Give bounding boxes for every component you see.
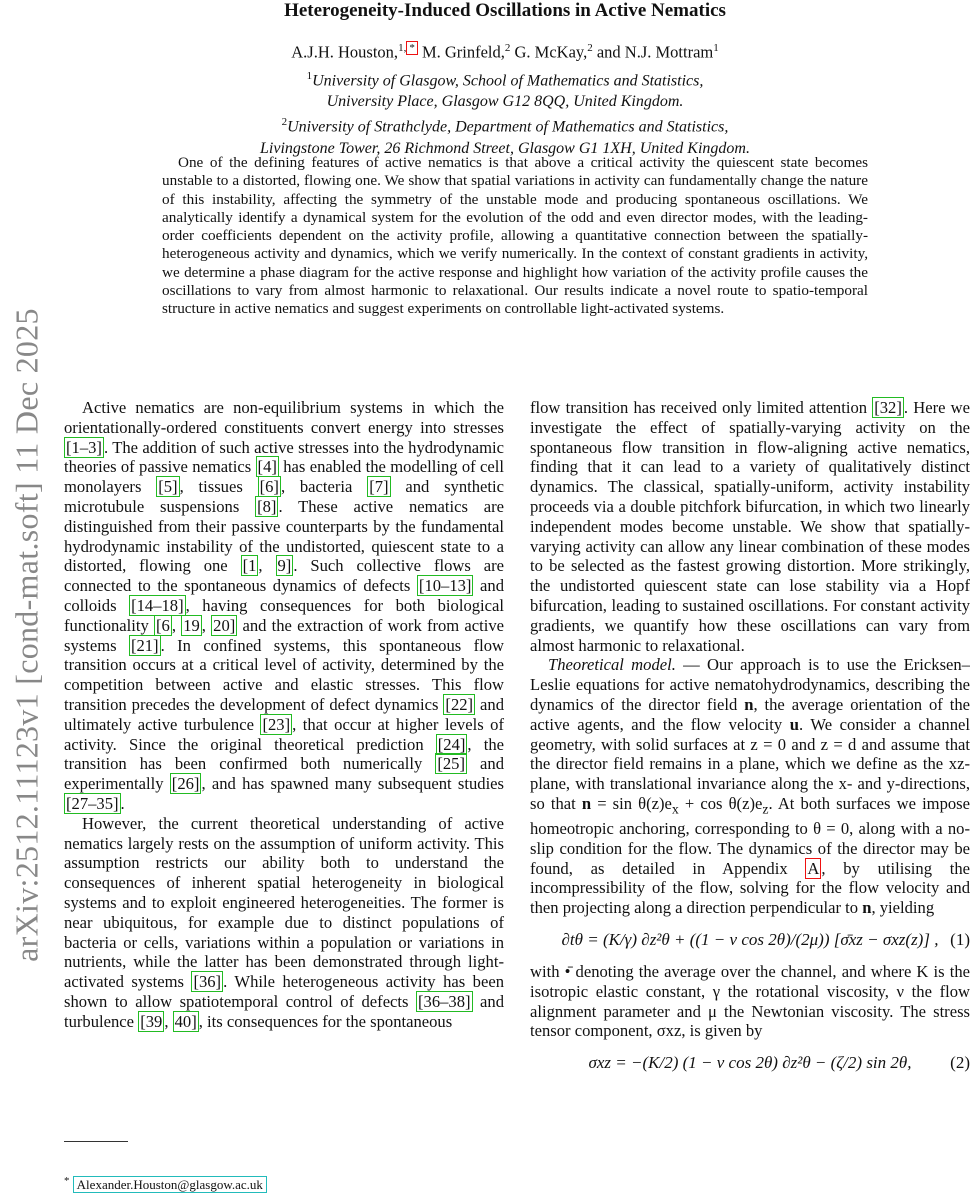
citation-link[interactable]: [7] bbox=[369, 477, 389, 497]
equation-1 bbox=[530, 918, 970, 962]
intro-paragraph-1: Active nematics are non-equilibrium systems in which the orientationally-ordered constituents convert energy into stresses [1–3] . The addition of such active stresses into the hydrodynamic theories of passive nematics [4] has enabled the modelling of cell monolayers [5] , tissues [6] , bacteria [7] and synthetic microtubule suspensions [8] . These active nematics are distinguished from their passive counterparts by the fundamental hydrodynamic instability of the undistorted, quiescent state to a distorted, flowing one [1 , 9] . Such collective flows are connected to the spontaneous dynamics of defects [10–13] and colloids [14–18] , having consequences for both biological functionality [6 , 19 , 20] and the extraction of work from active systems [21] . In confined systems, this spontaneous flow transition occurs at a critical level of activity, determined by the competition between active and elastic stresses. This flow transition precedes the development of defect dynamics [22] and ultimately active turbulence [23] , that occur at higher levels of activity. Since the original theoretical prediction [24] , the transition has been confirmed both numerically [25] and experimentally [26] , and has spawned many subsequent studies [27–35] . bbox=[64, 398, 505, 813]
citation-link[interactable]: [36–38] bbox=[418, 991, 471, 1011]
citation-link[interactable]: [6 bbox=[156, 615, 170, 635]
corresponding-author-link[interactable]: * bbox=[406, 41, 418, 55]
abstract: One of the defining features of active nematics is that above a critical activity the quiescent state becomes unstable to a distorted, flowing one. We show that spatial variations in activity can fundamentally change the nature of this instability, affecting the symmetry of the unstable mode and producing spontaneous oscillations. We analytically identify a dynamical system for the evolution of the odd and even director modes, with the leading-order coefficients dependent on the activity profile, allowing a quantitative connection between the spatially-heterogeneous activity and dynamics, which we verify numerically. In the context of constant gradients in activity, we determine a phase diagram for the active response and highlight how variation of the activity profile causes the oscillations to vary from almost harmonic to relaxational. Our results indicate a novel route to spatio-temporal structure in active nematics and suggest experiments on controllable light-activated systems. bbox=[162, 154, 868, 318]
affiliations bbox=[70, 66, 940, 159]
citation-link[interactable]: 20] bbox=[213, 615, 236, 635]
affil-1-line2: University Place, Glasgow G12 8QQ, United Kingdom. bbox=[326, 93, 684, 111]
citation-link[interactable]: [25] bbox=[437, 754, 465, 774]
citation-link[interactable]: [10–13] bbox=[418, 576, 472, 596]
citation-link[interactable]: [22] bbox=[445, 694, 474, 714]
author-grinfeld-affil: 2 bbox=[504, 42, 511, 54]
author-mckay: G. McKay, bbox=[514, 42, 588, 62]
section-lead: Theoretical model. bbox=[548, 655, 676, 675]
author-mottram: and N.J. Mottram bbox=[596, 42, 714, 62]
affil-2-line2: Livingstone Tower, 26 Richmond Street, Glasgow G1 1XH, United Kingdom. bbox=[260, 139, 750, 157]
equation-1-number: (1) bbox=[950, 930, 970, 950]
citation-link[interactable]: [39 bbox=[140, 1011, 163, 1031]
appendix-link[interactable]: A bbox=[807, 858, 820, 878]
citation-link[interactable]: [24] bbox=[437, 734, 466, 754]
citation-link[interactable]: [23] bbox=[262, 714, 291, 734]
author-list bbox=[70, 42, 940, 63]
citation-link[interactable]: [32] bbox=[874, 398, 902, 417]
email-link[interactable]: Alexander.Houston@glasgow.ac.uk bbox=[73, 1176, 267, 1193]
citation-link[interactable]: [1 bbox=[242, 556, 257, 576]
citation-link[interactable]: [26] bbox=[171, 774, 200, 794]
citation-link[interactable]: [36] bbox=[193, 972, 222, 992]
citation-link[interactable]: [6] bbox=[259, 477, 279, 497]
paper-title: Heterogeneity-Induced Oscillations in Active Nematics bbox=[284, 0, 726, 21]
equation-2-body: σxz = −(K/2) (1 − ν cos 2θ) ∂z²θ − (ζ/2) sin 2θ, bbox=[588, 1053, 912, 1073]
author-houston: A.J.H. Houston, bbox=[291, 42, 399, 62]
intro-paragraph-2: However, the current theoretical understanding of active nematics largely rests on the assumption of uniform activity. This assumption restricts our ability both to understand the consequences of inherent spatial heterogeneity in biological systems and to exploit engineered heterogeneities. The former is near ubiquitous, for example due to distinct populations of bacteria or cells, variations within a population or variations in nutrients, while the latter has been demonstrated through light-activated systems [36] . While heterogeneous activity has been shown to allow spatiotemporal control of defects [36–38] and turbulence [39 , 40] , its consequences for the spontaneous bbox=[64, 813, 505, 1031]
author-mckay-affil: 2 bbox=[587, 42, 593, 54]
footnote-rule bbox=[64, 1141, 128, 1142]
equation-2-number: (2) bbox=[950, 1053, 970, 1073]
author-grinfeld: M. Grinfeld, bbox=[421, 42, 505, 62]
affil-2-line1: University of Strathclyde, Department of Mathematics and Statistics, bbox=[287, 118, 729, 136]
citation-link[interactable]: [4] bbox=[257, 457, 277, 477]
citation-link[interactable]: [8] bbox=[257, 496, 277, 516]
author-mottram-affil: 1 bbox=[713, 42, 719, 54]
author-houston-affil: 1, bbox=[398, 42, 407, 54]
footnote-mark: * bbox=[64, 1175, 70, 1187]
equation-2 bbox=[530, 1041, 970, 1085]
arxiv-sidebar bbox=[2, 230, 52, 1040]
citation-link[interactable]: 40] bbox=[174, 1011, 197, 1031]
citation-link[interactable]: [14–18] bbox=[131, 595, 184, 615]
citation-link[interactable]: [1–3] bbox=[66, 437, 102, 457]
citation-link[interactable]: 19 bbox=[183, 615, 200, 635]
affil-2-number: 2 bbox=[281, 116, 288, 129]
left-column bbox=[64, 398, 504, 1032]
equation-1-body: ∂tθ = (K/γ) ∂z²θ + ((1 − ν cos 2θ)/(2μ)) [σ̄xz − σxz(z)] , bbox=[561, 930, 939, 950]
citation-link[interactable]: [27–35] bbox=[66, 793, 119, 813]
arxiv-identifier: arXiv:2512.11123v1 [cond-mat.soft] 11 Dec 2025 bbox=[8, 308, 45, 962]
intro-paragraph-3: flow transition has received only limited attention [32] . Here we investigate the effect of spatially-varying activity on the spontaneous flow transition in flow-aligning active nematics, finding that it can lead to a variety of qualitatively distinct dynamics. The classical, spatially-uniform, activity instability proceeds via a double pitchfork bifurcation, in which two linearly independent modes become unstable. We show that spatially-varying activity can allow any linear combination of these modes to be selected as the fastest growing distortion. More strikingly, the undistorted quiescent state can lose stability via a Hopf bifurcation, leading to sustained oscillations. For constant activity gradients, we quantify how these oscillations can vary from almost harmonic to relaxational. bbox=[530, 398, 970, 655]
footnote bbox=[64, 1175, 267, 1193]
affil-1-number: 1 bbox=[306, 70, 313, 82]
affil-1-line1: University of Glasgow, School of Mathematics and Statistics, bbox=[312, 72, 704, 90]
right-column bbox=[530, 398, 970, 1085]
citation-link[interactable]: [21] bbox=[130, 635, 159, 655]
stress-paragraph: with •̄ denoting the average over the channel, and where K is the isotropic elastic constant, γ the rotational viscosity, ν the flow alignment parameter and μ the Newtonian viscosity. The stress tensor component, σxz, is given by bbox=[530, 962, 970, 1041]
citation-link[interactable]: [5] bbox=[158, 477, 178, 497]
model-paragraph: Theoretical model. — Our approach is to use the Ericksen–Leslie equations for active nematohydrodynamics, describing the dynamics of the director field n, the average orientation of the active agents, and the flow velocity u. We consider a channel geometry, with solid surfaces at z = 0 and z = d and assume that the director field remains in a plane, which we define as the xz-plane, with translational invariance along the x- and y-directions, so that $n = \sin \theta(z)e_x + \cos \theta(z)e_z$. At both surfaces we impose homeotropic anchoring, corresponding to θ = 0, along with a no-slip condition for the flow. The dynamics of the director may be found, as detailed in Appendix A , by utilising the incompressibility of the flow, solving for the flow velocity and then projecting along a direction perpendicular to n, yielding bbox=[530, 655, 970, 918]
citation-link[interactable]: 9] bbox=[277, 556, 292, 576]
